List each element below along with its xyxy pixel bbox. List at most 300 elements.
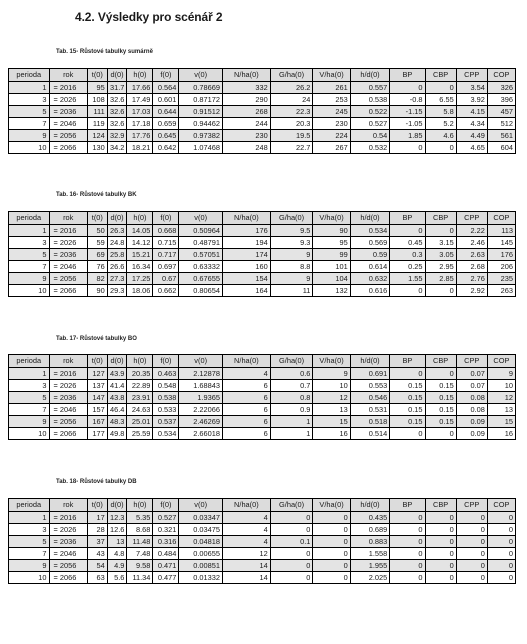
table-cell: 19.5: [270, 130, 313, 142]
table-cell: 49.8: [107, 428, 127, 440]
table-cell: 13: [487, 404, 515, 416]
table-cell: = 2016: [49, 512, 87, 524]
table-cell: 0: [313, 512, 350, 524]
table-cell: 0: [390, 225, 425, 237]
table-cell: 2.22066: [179, 404, 223, 416]
table-cell: 20.35: [127, 368, 153, 380]
table-cell: 194: [222, 237, 270, 249]
table-cell: 59: [87, 237, 107, 249]
table-cell: 0: [270, 572, 313, 584]
table-cell: 0: [390, 512, 425, 524]
table-cell: 0: [425, 285, 456, 297]
table-cell: 3.92: [456, 94, 487, 106]
column-header: CPP: [456, 212, 487, 225]
header-row: [9, 69, 516, 82]
table-cell: 9: [270, 249, 313, 261]
table-cell: 248: [222, 142, 270, 154]
table-cell: 1.9365: [179, 392, 223, 404]
column-header: G/ha(0): [270, 212, 313, 225]
table-cell: 0.662: [153, 285, 179, 297]
table-cell: 176: [487, 249, 515, 261]
table-cell: 0: [425, 225, 456, 237]
table-cell: 0.691: [350, 368, 389, 380]
table-cell: 2.68: [456, 261, 487, 273]
column-header: rok: [49, 212, 87, 225]
table-cell: 177: [87, 428, 107, 440]
table-cell: 23.91: [127, 392, 153, 404]
table-cell: 132: [313, 285, 350, 297]
table-cell: 0.538: [350, 94, 389, 106]
table-cell: 457: [487, 106, 515, 118]
table-cell: 0.644: [153, 106, 179, 118]
table-cell: 17.76: [127, 130, 153, 142]
table-cell: -1.05: [390, 118, 425, 130]
column-header: h/d(0): [350, 499, 389, 512]
table-row: [9, 261, 516, 273]
table-cell: 5: [9, 106, 50, 118]
table-cell: 11: [270, 285, 313, 297]
table-cell: 1.558: [350, 548, 389, 560]
table-caption-db: Tab. 18- Růstové tabulky DB: [56, 479, 137, 485]
table-cell: = 2056: [49, 130, 87, 142]
table-cell: 145: [487, 237, 515, 249]
table-cell: = 2066: [49, 142, 87, 154]
table-cell: 17: [87, 512, 107, 524]
table-cell: 20.3: [270, 118, 313, 130]
table-cell: 6: [222, 428, 270, 440]
table-cell: 2.63: [456, 249, 487, 261]
table-cell: 63: [87, 572, 107, 584]
column-header: V/ha(0): [313, 499, 350, 512]
table-cell: 0.03475: [179, 524, 223, 536]
table-cell: 261: [313, 82, 350, 94]
table-cell: 0: [425, 428, 456, 440]
table-cell: 0.15: [390, 416, 425, 428]
table-cell: 230: [222, 130, 270, 142]
table-cell: 25.01: [127, 416, 153, 428]
column-header: perioda: [9, 69, 50, 82]
table-cell: 0: [425, 512, 456, 524]
table-cell: 0: [390, 560, 425, 572]
table-cell: 0.08: [456, 404, 487, 416]
table-cell: 108: [87, 94, 107, 106]
table-cell: 0: [390, 524, 425, 536]
table-cell: 230: [313, 118, 350, 130]
table-row: [9, 142, 516, 154]
column-header: N/ha(0): [222, 499, 270, 512]
column-header: CPP: [456, 355, 487, 368]
table-cell: 0.57051: [179, 249, 223, 261]
table-cell: 76: [87, 261, 107, 273]
table-cell: 8.68: [127, 524, 153, 536]
table-cell: 0: [390, 536, 425, 548]
table-cell: 0.614: [350, 261, 389, 273]
column-header: CBP: [425, 212, 456, 225]
table-cell: 0.532: [350, 142, 389, 154]
table-cell: 0.601: [153, 94, 179, 106]
table-cell: 119: [87, 118, 107, 130]
table-cell: 0.553: [350, 380, 389, 392]
table-cell: 0.534: [153, 428, 179, 440]
table-cell: = 2046: [49, 261, 87, 273]
table-cell: 0: [313, 560, 350, 572]
table-cell: 0: [313, 524, 350, 536]
table-cell: 206: [487, 261, 515, 273]
table-cell: 124: [87, 130, 107, 142]
table-cell: 244: [222, 118, 270, 130]
table-cell: 2.12878: [179, 368, 223, 380]
table-cell: 137: [87, 380, 107, 392]
table-cell: 14.05: [127, 225, 153, 237]
table-cell: 12: [222, 548, 270, 560]
table-cell: 2.76: [456, 273, 487, 285]
table-cell: = 2026: [49, 380, 87, 392]
table-cell: 0.471: [153, 560, 179, 572]
table-caption-bk: Tab. 16- Růstové tabulky BK: [56, 192, 137, 198]
column-header: BP: [390, 499, 425, 512]
table-cell: 22.7: [270, 142, 313, 154]
table-cell: 7: [9, 548, 50, 560]
table-cell: = 2016: [49, 225, 87, 237]
table-cell: 0.78669: [179, 82, 223, 94]
table-cell: = 2036: [49, 536, 87, 548]
table-cell: 0.87172: [179, 94, 223, 106]
table-caption-bo: Tab. 17- Růstové tabulky BO: [56, 336, 137, 342]
table-cell: 0.9: [270, 404, 313, 416]
table-cell: 16: [313, 428, 350, 440]
table-cell: 9: [9, 416, 50, 428]
table-cell: 11.34: [127, 572, 153, 584]
table-cell: 0: [390, 368, 425, 380]
column-header: rok: [49, 69, 87, 82]
table-cell: 5.2: [425, 118, 456, 130]
column-header: t(0): [87, 355, 107, 368]
table-cell: 99: [313, 249, 350, 261]
table-cell: 95: [87, 82, 107, 94]
table-cell: 32.6: [107, 106, 127, 118]
table-cell: = 2036: [49, 392, 87, 404]
table-cell: 101: [313, 261, 350, 273]
table-cell: 0.557: [350, 82, 389, 94]
table-cell: 22.89: [127, 380, 153, 392]
table-cell: 1.55: [390, 273, 425, 285]
table-cell: 111: [87, 106, 107, 118]
column-header: COP: [487, 355, 515, 368]
table-cell: = 2026: [49, 237, 87, 249]
table-row: [9, 392, 516, 404]
table-cell: 14: [222, 560, 270, 572]
table-cell: 253: [313, 94, 350, 106]
table-cell: 2.46269: [179, 416, 223, 428]
table-cell: 10: [9, 285, 50, 297]
table-cell: 0: [425, 572, 456, 584]
table-cell: 6: [222, 416, 270, 428]
table-cell: 0: [487, 512, 515, 524]
table-cell: = 2066: [49, 285, 87, 297]
table-bk: [8, 211, 516, 297]
table-cell: 512: [487, 118, 515, 130]
table-cell: 8.8: [270, 261, 313, 273]
table-row: [9, 416, 516, 428]
table-cell: 0: [425, 560, 456, 572]
table-cell: 0.645: [153, 130, 179, 142]
column-header: f(0): [153, 355, 179, 368]
table-cell: 104: [313, 273, 350, 285]
table-cell: 13: [107, 536, 127, 548]
table-cell: 26.6: [107, 261, 127, 273]
table-cell: 4: [222, 512, 270, 524]
table-cell: 12: [487, 392, 515, 404]
table-cell: 7: [9, 118, 50, 130]
column-header: V/ha(0): [313, 355, 350, 368]
table-cell: 17.49: [127, 94, 153, 106]
header-row: [9, 212, 516, 225]
table-cell: 9: [9, 130, 50, 142]
table-cell: 0: [456, 512, 487, 524]
table-cell: 0.63332: [179, 261, 223, 273]
table-cell: 0.54: [350, 130, 389, 142]
table-row: [9, 428, 516, 440]
table-cell: 3.15: [425, 237, 456, 249]
table-cell: 24.63: [127, 404, 153, 416]
table-cell: 43.9: [107, 368, 127, 380]
table-cell: 0: [487, 536, 515, 548]
table-cell: 0.531: [350, 404, 389, 416]
table-cell: 0.45: [390, 237, 425, 249]
table-cell: 27.3: [107, 273, 127, 285]
table-cell: 14: [222, 572, 270, 584]
table-cell: = 2046: [49, 404, 87, 416]
table-cell: 113: [487, 225, 515, 237]
table-row: [9, 82, 516, 94]
table-cell: 90: [87, 285, 107, 297]
table-cell: 7: [9, 404, 50, 416]
column-header: V/ha(0): [313, 69, 350, 82]
table-row: [9, 404, 516, 416]
column-header: N/ha(0): [222, 69, 270, 82]
table-cell: 0.59: [350, 249, 389, 261]
table-cell: 0.91512: [179, 106, 223, 118]
table-cell: 41.4: [107, 380, 127, 392]
table-cell: 7: [9, 261, 50, 273]
column-header: CPP: [456, 499, 487, 512]
table-cell: 561: [487, 130, 515, 142]
table-cell: 16: [487, 428, 515, 440]
table-cell: 263: [487, 285, 515, 297]
table-cell: 9: [9, 273, 50, 285]
column-header: d(0): [107, 69, 127, 82]
table-cell: 396: [487, 94, 515, 106]
table-cell: 3: [9, 94, 50, 106]
table-cell: 9.3: [270, 237, 313, 249]
table-cell: 26.3: [107, 225, 127, 237]
table-cell: 0.689: [350, 524, 389, 536]
table-cell: 0: [390, 428, 425, 440]
table-cell: 43.8: [107, 392, 127, 404]
table-row: [9, 380, 516, 392]
table-cell: 0.527: [153, 512, 179, 524]
table-cell: 50: [87, 225, 107, 237]
table-cell: 12.3: [107, 512, 127, 524]
table-cell: 22.3: [270, 106, 313, 118]
table-cell: 0: [313, 572, 350, 584]
column-header: t(0): [87, 212, 107, 225]
table-cell: 0.569: [350, 237, 389, 249]
table-cell: 0.1: [270, 536, 313, 548]
column-header: h/d(0): [350, 212, 389, 225]
column-header: h(0): [127, 499, 153, 512]
table-cell: 0.09: [456, 428, 487, 440]
table-cell: 1: [270, 428, 313, 440]
table-cell: 7.48: [127, 548, 153, 560]
table-cell: 4.6: [425, 130, 456, 142]
table-cell: 2.66018: [179, 428, 223, 440]
table-cell: 3.05: [425, 249, 456, 261]
table-cell: 4.8: [107, 548, 127, 560]
column-header: v(0): [179, 69, 223, 82]
table-row: [9, 273, 516, 285]
table-cell: 0: [270, 560, 313, 572]
column-header: rok: [49, 499, 87, 512]
column-header: BP: [390, 212, 425, 225]
table-cell: 0.548: [153, 380, 179, 392]
table-cell: 0.7: [270, 380, 313, 392]
table-cell: 224: [313, 130, 350, 142]
table-cell: 0.00851: [179, 560, 223, 572]
table-cell: 4.15: [456, 106, 487, 118]
column-header: perioda: [9, 499, 50, 512]
table-cell: 6: [222, 404, 270, 416]
table-row: [9, 524, 516, 536]
table-cell: 15: [487, 416, 515, 428]
table-cell: 0.15: [390, 392, 425, 404]
column-header: f(0): [153, 212, 179, 225]
table-cell: 17.66: [127, 82, 153, 94]
table-cell: 0.15: [390, 404, 425, 416]
table-cell: 9: [487, 368, 515, 380]
table-cell: 26.2: [270, 82, 313, 94]
table-cell: 1: [9, 82, 50, 94]
table-cell: 14.12: [127, 237, 153, 249]
table-cell: 0.01332: [179, 572, 223, 584]
table-cell: 69: [87, 249, 107, 261]
table-cell: 0: [425, 524, 456, 536]
table-cell: 5.35: [127, 512, 153, 524]
table-cell: 2.92: [456, 285, 487, 297]
table-cell: 0.15: [425, 404, 456, 416]
column-header: G/ha(0): [270, 355, 313, 368]
table-cell: 0: [425, 142, 456, 154]
column-header: CBP: [425, 69, 456, 82]
table-row: [9, 536, 516, 548]
table-cell: 1: [9, 368, 50, 380]
table-cell: 24.8: [107, 237, 127, 249]
table-cell: 17.25: [127, 273, 153, 285]
table-cell: -1.15: [390, 106, 425, 118]
table-cell: 0.514: [350, 428, 389, 440]
table-cell: 9.5: [270, 225, 313, 237]
table-cell: 267: [313, 142, 350, 154]
table-cell: 0: [313, 548, 350, 560]
table-cell: = 2016: [49, 368, 87, 380]
table-cell: 164: [222, 285, 270, 297]
table-cell: 5: [9, 536, 50, 548]
column-header: COP: [487, 212, 515, 225]
table-cell: 0.321: [153, 524, 179, 536]
table-cell: = 2026: [49, 94, 87, 106]
table-cell: 0: [425, 82, 456, 94]
column-header: G/ha(0): [270, 499, 313, 512]
table-cell: 34.2: [107, 142, 127, 154]
table-cell: 12: [313, 392, 350, 404]
table-cell: 176: [222, 225, 270, 237]
table-cell: 0.15: [425, 392, 456, 404]
table-cell: 0.07: [456, 368, 487, 380]
table-cell: 11.48: [127, 536, 153, 548]
table-cell: 0: [425, 548, 456, 560]
table-cell: 0: [313, 536, 350, 548]
column-header: h/d(0): [350, 355, 389, 368]
table-cell: 130: [87, 142, 107, 154]
table-cell: 16.34: [127, 261, 153, 273]
table-row: [9, 572, 516, 584]
table-cell: 1.955: [350, 560, 389, 572]
column-header: CBP: [425, 499, 456, 512]
table-cell: 0.883: [350, 536, 389, 548]
table-bo: [8, 354, 516, 440]
table-cell: 604: [487, 142, 515, 154]
column-header: d(0): [107, 499, 127, 512]
column-header: perioda: [9, 212, 50, 225]
table-row: [9, 94, 516, 106]
table-cell: 18.21: [127, 142, 153, 154]
table-cell: 28: [87, 524, 107, 536]
table-cell: = 2026: [49, 524, 87, 536]
table-row: [9, 368, 516, 380]
table-cell: 4: [222, 524, 270, 536]
table-cell: 0.25: [390, 261, 425, 273]
table-cell: 0: [456, 572, 487, 584]
table-cell: 0.03347: [179, 512, 223, 524]
table-cell: 0.6: [270, 368, 313, 380]
table-row: [9, 560, 516, 572]
table-cell: 0.08: [456, 392, 487, 404]
table-cell: 10: [487, 380, 515, 392]
table-cell: 0: [270, 512, 313, 524]
table-cell: 3: [9, 380, 50, 392]
table-cell: 18.06: [127, 285, 153, 297]
table-cell: 0: [390, 142, 425, 154]
table-cell: 95: [313, 237, 350, 249]
table-cell: 32.6: [107, 94, 127, 106]
table-cell: 4.65: [456, 142, 487, 154]
table-cell: 2.025: [350, 572, 389, 584]
table-cell: 3: [9, 524, 50, 536]
table-cell: = 2066: [49, 572, 87, 584]
table-cell: 2.85: [425, 273, 456, 285]
column-header: G/ha(0): [270, 69, 313, 82]
table-cell: = 2036: [49, 249, 87, 261]
table-cell: 127: [87, 368, 107, 380]
table-cell: 0: [425, 368, 456, 380]
table-cell: 0.3: [390, 249, 425, 261]
table-cell: 1.85: [390, 130, 425, 142]
column-header: N/ha(0): [222, 355, 270, 368]
column-header: v(0): [179, 499, 223, 512]
table-cell: 54: [87, 560, 107, 572]
table-cell: = 2056: [49, 560, 87, 572]
column-header: v(0): [179, 212, 223, 225]
